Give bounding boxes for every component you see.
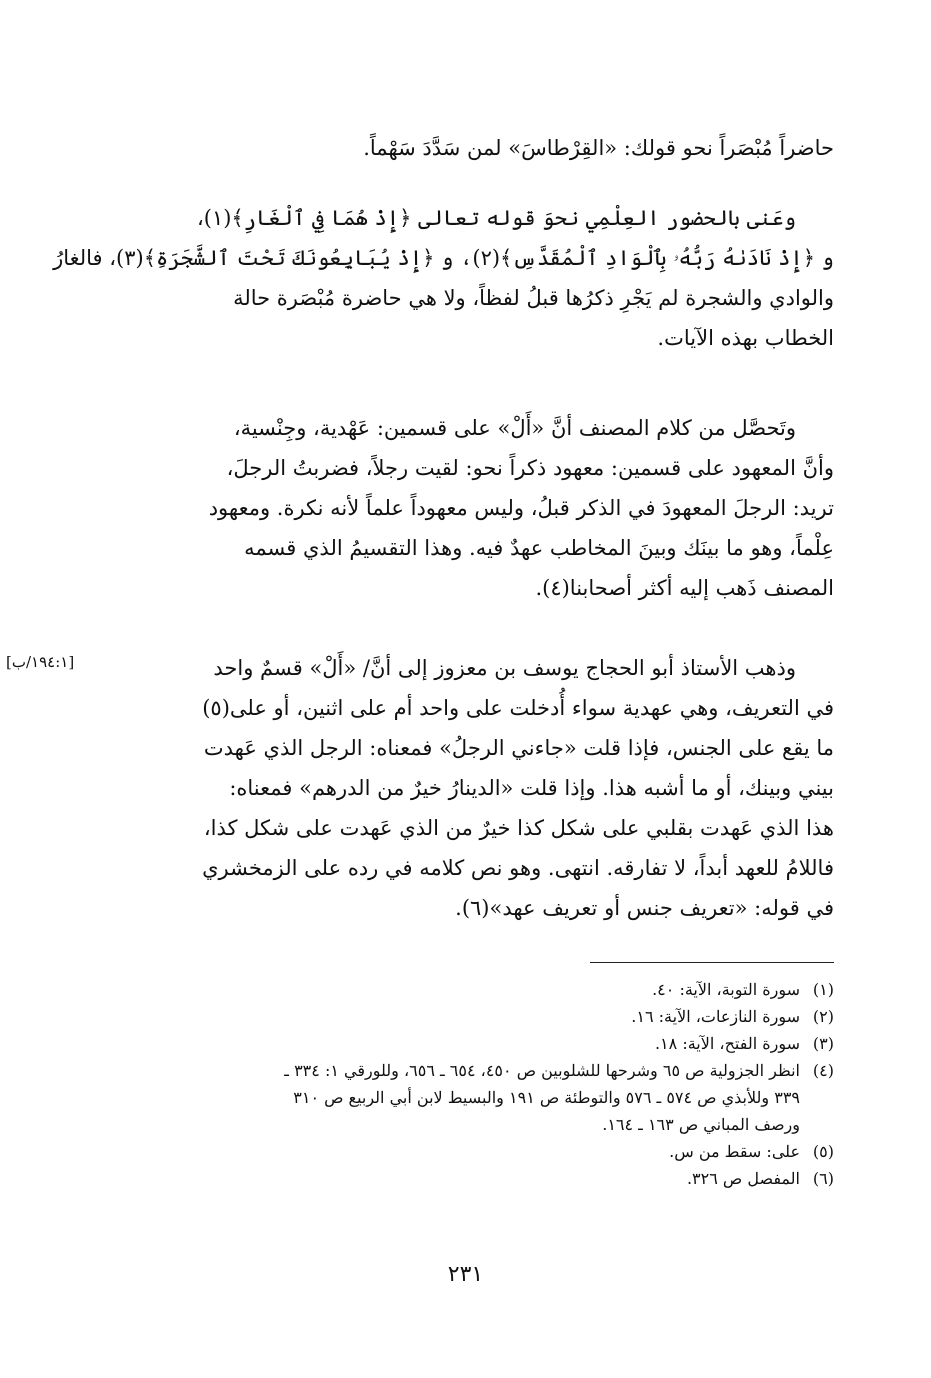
footnote-line: المفصل ص ٣٢٦. (686, 1169, 800, 1188)
footnote-line: ٣٣٩ وللأبذي ص ٥٧٤ ـ ٥٧٦ والتوطئة ص ١٩١ والبسيط لابن أبي الربيع ص ٣١٠ (293, 1088, 800, 1107)
text-line: ما يقع على الجنس، فإذا قلت «جاءني الرجلُ» فمعناه: الرجل الذي عَهدت (203, 736, 834, 760)
text-line: الخطاب بهذه الآيات. (657, 326, 834, 350)
text-line: وعَنى بالحضور العِلْمِي نحوَ قوله تعالى ﴿إِذْ هُمَا فِي ٱلْغَارِ﴾(١)، (196, 206, 796, 230)
footnote-item (128, 1165, 834, 1192)
text-line: و ﴿إِذْ نَادَىٰهُ رَبُّهُۥ بِٱلْوَادِ ٱلْمُقَدَّسِ﴾(٢)، و ﴿إِذْ يُبَايِعُونَكَ تَحْتَ ٱلشَّجَرَةِ﴾(٣)، فالغارُ (53, 246, 834, 270)
page-number: ٢٣١ (447, 1262, 484, 1287)
footnote-number: (٦) (812, 1169, 834, 1188)
footnote-number: (١) (812, 980, 834, 999)
footnote-text (128, 1138, 800, 1165)
text-line: وأنَّ المعهود على قسمين: معهود ذكراً نحو: لقيت رجلاً، فضربتُ الرجلَ، (226, 456, 834, 480)
footnote-text (128, 1165, 800, 1192)
text-line: وذهب الأستاذ أبو الحجاج يوسف بن معزوز إلى أنَّ/ «أَلْ» قسمٌ واحد (213, 656, 796, 680)
text-line: وتَحصَّل من كلام المصنف أنَّ «أَلْ» على قسمين: عَهْدية، وجِنْسية، (233, 416, 796, 440)
paragraph-1 (128, 128, 834, 168)
footnote-number: (٣) (812, 1034, 834, 1053)
text-line: بيني وبينك، أو ما أشبه هذا. وإذا قلت «الدينارُ خيرٌ من الدرهم» فمعناه: (229, 776, 834, 800)
paragraph-4 (128, 648, 834, 928)
text-line: المصنف ذَهب إليه أكثر أصحابنا(٤). (535, 576, 834, 600)
footnote-number: (٥) (812, 1142, 834, 1161)
footnote-number: (٢) (812, 1007, 834, 1026)
text-line: في قوله: «تعريف جنس أو تعريف عهد»(٦). (455, 896, 834, 920)
text-line: حاضراً مُبْصَراً نحو قولك: «القِرْطاسَ» لمن سَدَّدَ سَهْماً. (363, 136, 834, 160)
footnote-text (128, 976, 800, 1003)
footnote-item (128, 1003, 834, 1030)
text-line: والوادي والشجرة لم يَجْرِ ذكرُها قبلُ لفظاً، ولا هي حاضرة مُبْصَرة حالة (233, 286, 834, 310)
text-line: تريد: الرجلَ المعهودَ في الذكر قبلُ، وليس معهوداً علماً لأنه نكرة. ومعهود (208, 496, 834, 520)
footnote-line: سورة النازعات، الآية: ١٦. (631, 1007, 800, 1026)
footnote-line: على: سقط من س. (669, 1142, 800, 1161)
footnote-line: انظر الجزولية ص ٦٥ وشرحها للشلوبين ص ٤٥٠، ٦٥٤ ـ ٦٥٦، وللورقي ١: ٣٣٤ ـ (284, 1061, 800, 1080)
text-line: هذا الذي عَهدت بقلبي على شكل كذا خيرٌ من الذي عَهدت على شكل كذا، (203, 816, 834, 840)
text-line: عِلْماً، وهو ما بينَك وبينَ المخاطب عهدٌ فيه. وهذا التقسيمُ الذي قسمه (244, 536, 834, 560)
footnote-item (128, 1030, 834, 1057)
footnote-item (128, 976, 834, 1003)
footnote-line: سورة الفتح، الآية: ١٨. (654, 1034, 800, 1053)
footnote-line: ورصف المباني ص ١٦٣ ـ ١٦٤. (602, 1115, 800, 1134)
footnote-number: (٤) (812, 1061, 834, 1080)
footnotes-list (128, 976, 834, 1192)
footnote-text (128, 1003, 800, 1030)
footnote-item (128, 1057, 834, 1138)
paragraph-3 (128, 408, 834, 608)
paragraph-2 (53, 198, 834, 358)
footnote-text (128, 1030, 800, 1057)
footnote-item (128, 1138, 834, 1165)
footnote-divider (590, 962, 834, 963)
manuscript-folio-note: [١٩٤:١/ب] (6, 653, 75, 671)
footnote-text (128, 1057, 800, 1138)
footnote-line: سورة التوبة، الآية: ٤٠. (652, 980, 800, 999)
text-line: في التعريف، وهي عهدية سواء أُدخلت على واحد أم على اثنين، أو على(٥) (202, 696, 834, 720)
text-line: فاللامُ للعهد أبداً، لا تفارقه. انتهى. وهو نص كلامه في رده على الزمخشري (202, 856, 834, 880)
